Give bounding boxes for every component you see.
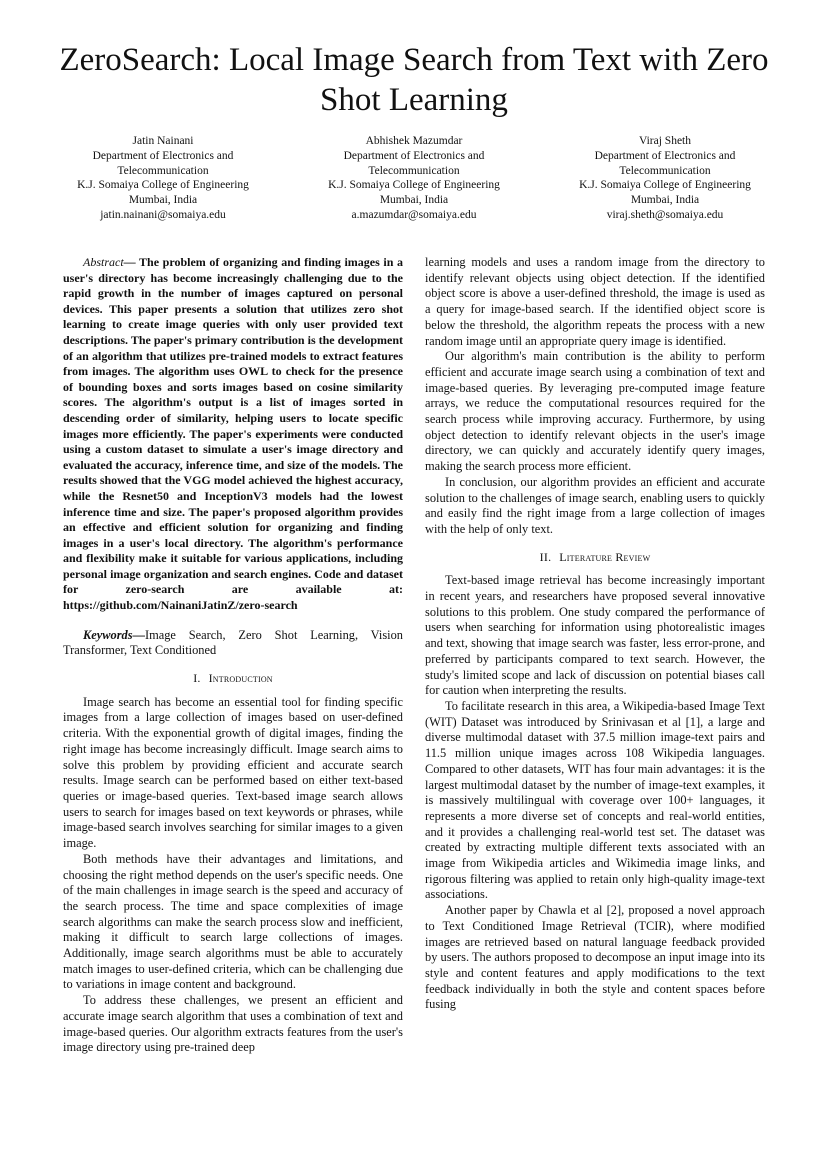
body-paragraph: Image search has become an essential tool for finding specific images from a large collection of images based on user-defined criteria. With the exponential growth of digital images, finding the right image has become increasingly difficult. Image search aims to solve this problem by providing efficient and accurate search results. Image search can be performed based on either text-based queries or image-based queries. Text-based image search allows users to search for images based on text keywords or phrases, while image-based search involves searching for similar images to a given image. — [63, 694, 403, 851]
author-2 — [299, 134, 529, 223]
section-number: I. — [193, 671, 201, 686]
author-department: Department of Electronics and — [92, 149, 234, 162]
left-column — [63, 255, 403, 1056]
author-3 — [550, 134, 780, 223]
section-title: Literature Review — [559, 549, 651, 564]
abstract-text: — The problem of organizing and finding images in a user's directory has become increasingly challenging due to the rapid growth in the number of images captured on personal devices. This paper presents a solution that utilizes zero shot learning to create image queries with only user provided text descriptions. The paper's primary contribution is the development of an algorithm that utilizes pre-trained models to extract features from images. The algorithm uses OWL to check for the presence of bounding boxes and sorts images based on cosine similarity scores. The algorithm's output is a list of images sorted in descending order of similarity, helping users to locate specific images more efficiently. The paper's experiments were conducted using a custom dataset to simulate a user's image directory and evaluated the accuracy, inference time, and size of the models. The results showed that the VGG model achieved the highest accuracy, while the Resnet50 and InceptionV3 models had the lowest inference time and size. The paper's proposed algorithm provides an effective and efficient solution for organizing and finding images in a user's local directory. The algorithm's performance and flexibility make it suitable for various applications, including personal image organization and search engines. Code and dataset for zero-search are available at: https://github.com/NainaniJatinZ/zero-search — [63, 255, 403, 613]
right-column — [425, 255, 765, 1013]
section-heading-literature-review — [425, 550, 765, 566]
author-department-cont: Telecommunication — [117, 164, 209, 177]
paper-title: ZeroSearch: Local Image Search from Text with Zero Shot Learning — [59, 42, 769, 118]
section-title: Introduction — [208, 671, 273, 686]
section-number: II. — [539, 549, 552, 564]
body-paragraph: Another paper by Chawla et al [2], proposed a novel approach to Text Conditioned Image Retrieval (TCIR), where modified images are retrieved based on natural language feedback provided by users. The authors proposed to decompose an input image into its style and content features and apply modifications to the text feedback individually in both the style and content spaces before fusing — [425, 903, 765, 1012]
body-paragraph: Both methods have their advantages and limitations, and choosing the right method depends on the user's specific needs. One of the main challenges in image search is the speed and accuracy of the search process. The time and space complexities of image search algorithms can make the search process slow and inefficient, making it difficult to search large collections of images. Additionally, image search algorithms must be able to accurately match images to user-defined criteria, which can be challenging due to variations in image content and background. — [63, 851, 403, 992]
body-paragraph: Our algorithm's main contribution is the ability to perform efficient and accurate image search using a combination of text and image-based queries. By leveraging pre-computed image feature arrays, we reduce the computational resources required for the search process while improving accuracy. Furthermore, by using object detection to identify relevant objects in the user's image directory, we can quickly and accurately identify query images, making the search process more efficient. — [425, 349, 765, 474]
section-heading-introduction — [63, 671, 403, 687]
author-email: jatin.nainani@somaiya.edu — [100, 208, 226, 221]
author-department: Department of Electronics and — [594, 149, 736, 162]
author-department: Department of Electronics and — [343, 149, 485, 162]
author-city: Mumbai, India — [379, 194, 449, 207]
author-college: K.J. Somaiya College of Engineering — [77, 179, 249, 192]
keywords — [63, 628, 403, 659]
author-college: K.J. Somaiya College of Engineering — [328, 179, 500, 192]
author-department-cont: Telecommunication — [368, 164, 460, 177]
author-email: viraj.sheth@somaiya.edu — [606, 208, 724, 221]
author-city: Mumbai, India — [630, 194, 700, 207]
abstract-label: Abstract — [83, 255, 124, 269]
body-paragraph: learning models and uses a random image from the directory to identify relevant objects using object detection. If the identified object score is above a user-defined threshold, the image is used as a query for image-based search. If the identified object score is below the threshold, the algorithm repeats the process with a new random image until an appropriate query image is identified. — [425, 255, 765, 348]
author-department-cont: Telecommunication — [619, 164, 711, 177]
keywords-label: Keywords— — [83, 627, 145, 642]
body-paragraph: In conclusion, our algorithm provides an efficient and accurate solution to the challenges of image search, enabling users to quickly and easily find the right image from a large collection of images with the help of only text. — [425, 474, 765, 536]
body-paragraph: To facilitate research in this area, a Wikipedia-based Image Text (WIT) Dataset was introduced by Srinivasan et al [1], a large and diverse multimodal dataset with 37.5 million image-text pairs and 11.5 million unique images across 108 Wikipedia languages. Compared to other datasets, WIT has four main advantages: it is the largest multimodal dataset by the number of image-text examples, it is massively multilingual with coverage over 100+ languages, it represents a more diverse set of concepts and real-world entities, and it provides a challenging real-world test set. The dataset was created by extracting multiple different texts associated with an image from Wikipedia articles and Wikimedia image links, and rigorous filtering was applied to retain only high-quality image-text associations. — [425, 698, 765, 902]
abstract — [63, 255, 403, 614]
author-name: Abhishek Mazumdar — [365, 135, 463, 147]
author-1 — [48, 134, 278, 223]
body-paragraph: Text-based image retrieval has become increasingly important in recent years, and researchers have proposed several innovative solutions to this problem. One study compared the performance of users when searching for information using photorealistic images and text, showing that image search was faster, less error-prone, and preferred by participants compared to text search. However, the study's limited scope and lack of discussion on potential biases call for caution when interpreting the results. — [425, 573, 765, 698]
author-email: a.mazumdar@somaiya.edu — [351, 208, 477, 221]
keywords-text: Image Search, Zero Shot Learning, Vision Transformer, Text Conditioned — [63, 627, 403, 658]
author-city: Mumbai, India — [128, 194, 198, 207]
author-name: Viraj Sheth — [638, 135, 691, 147]
body-paragraph: To address these challenges, we present an efficient and accurate image search algorithm that uses a combination of text and image-based queries. Our algorithm extracts features from the user's image directory using pre-trained deep — [63, 993, 403, 1055]
author-college: K.J. Somaiya College of Engineering — [579, 179, 751, 192]
author-name: Jatin Nainani — [132, 135, 194, 147]
